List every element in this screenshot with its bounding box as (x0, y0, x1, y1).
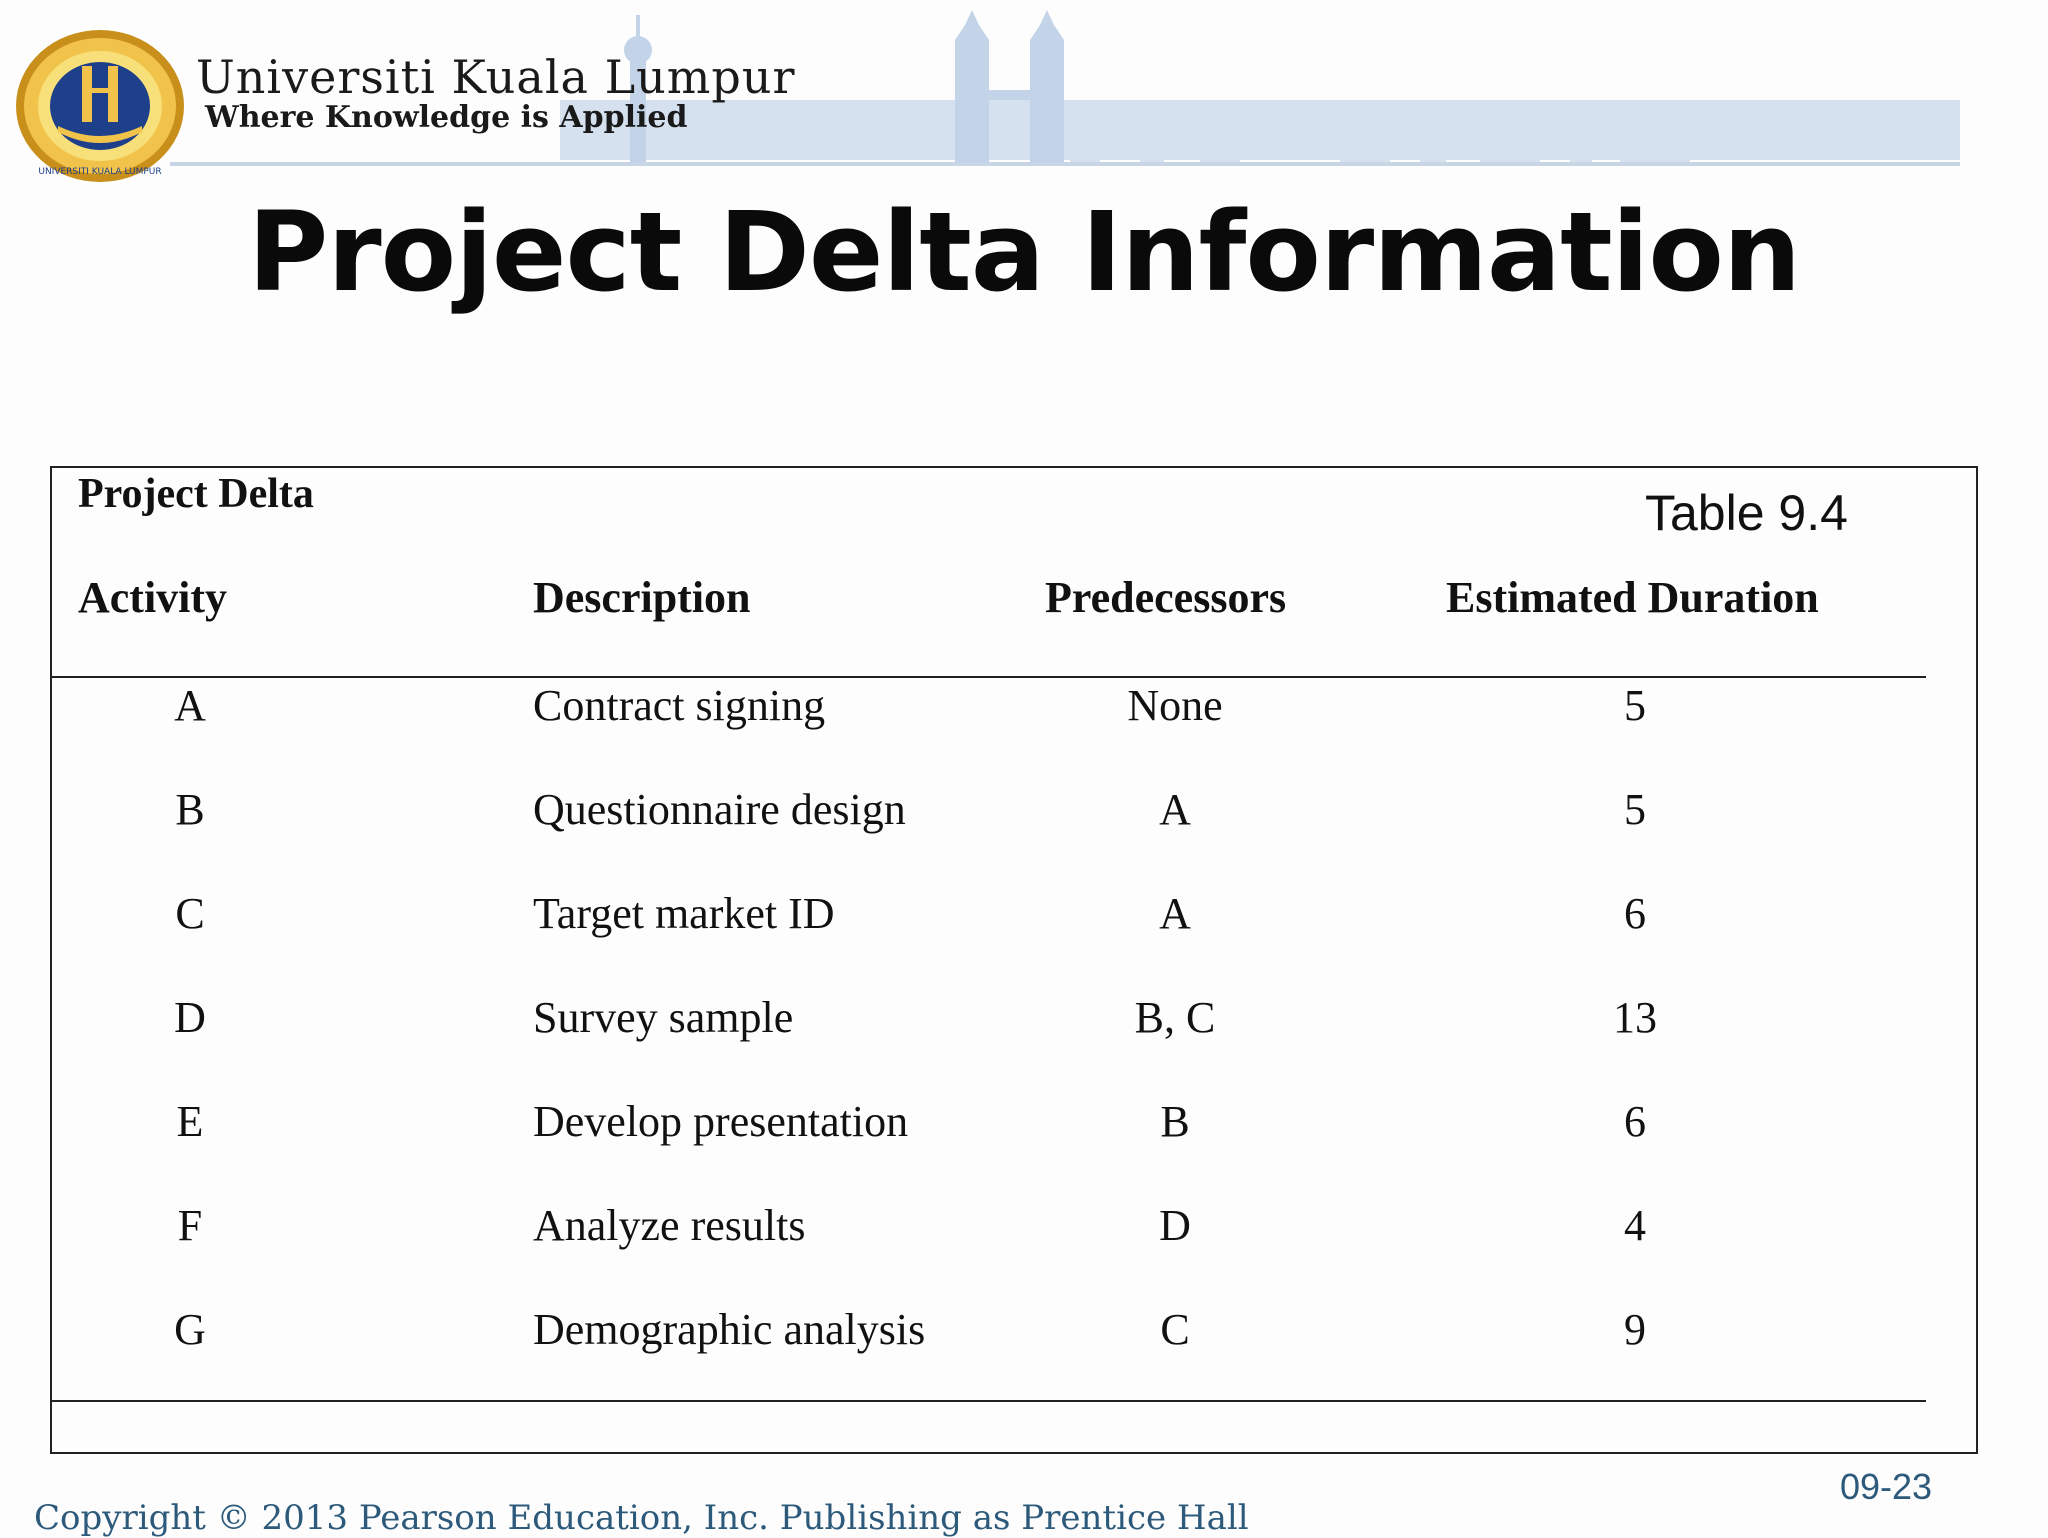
description-cell: Demographic analysis (533, 1305, 926, 1354)
description-cell: Analyze results (533, 1201, 806, 1250)
seal-ring-text: UNIVERSITI KUALA LUMPUR (38, 167, 162, 177)
activity-cell: E (176, 1097, 204, 1146)
column-header-predecessors: Predecessors (1045, 573, 1287, 622)
duration-cell: 5 (1624, 785, 1646, 834)
activity-cell: A (174, 681, 206, 730)
table-number: Table 9.4 (1645, 485, 1848, 541)
slide-title: Project Delta Information (247, 188, 1801, 316)
copyright-notice: Copyright © 2013 Pearson Education, Inc. Publishing as Prentice Hall (34, 1498, 1249, 1538)
activity-cell: D (174, 993, 206, 1042)
predecessors-cell: B, C (1134, 993, 1216, 1042)
duration-cell: 6 (1624, 1097, 1646, 1146)
description-cell: Develop presentation (533, 1097, 909, 1146)
column-header-activity: Activity (78, 573, 228, 622)
description-cell: Contract signing (533, 681, 826, 730)
predecessors-cell: D (1159, 1201, 1191, 1250)
table-row (0, 988, 2048, 1092)
duration-cell: 4 (1624, 1201, 1646, 1250)
column-header-estimated-duration: Estimated Duration (1446, 573, 1819, 622)
table-row (0, 1196, 2048, 1300)
table-row (0, 884, 2048, 988)
predecessors-cell: A (1159, 785, 1191, 834)
table-caption: Project Delta (78, 471, 314, 517)
university-name: Universiti Kuala Lumpur (196, 50, 796, 104)
description-cell: Survey sample (533, 993, 794, 1042)
table-row (0, 780, 2048, 884)
duration-cell: 9 (1624, 1305, 1646, 1354)
predecessors-cell: B (1160, 1097, 1190, 1146)
predecessors-cell: C (1160, 1305, 1190, 1354)
slide-page-number: 09-23 (1840, 1466, 1933, 1507)
activity-cell: B (175, 785, 205, 834)
predecessors-cell: None (1127, 681, 1223, 730)
predecessors-cell: A (1159, 889, 1191, 938)
duration-cell: 5 (1624, 681, 1646, 730)
duration-cell: 13 (1613, 993, 1657, 1042)
table-row (0, 676, 2048, 780)
table-row (0, 1300, 2048, 1404)
duration-cell: 6 (1624, 889, 1646, 938)
activity-cell: F (177, 1201, 203, 1250)
university-seal-logo (8, 26, 186, 186)
table-top-rule (52, 466, 1926, 468)
university-tagline: Where Knowledge is Applied (205, 100, 688, 135)
description-cell: Target market ID (533, 889, 835, 938)
description-cell: Questionnaire design (533, 785, 906, 834)
table-row (0, 1092, 2048, 1196)
activity-cell: G (174, 1305, 206, 1354)
activity-cell: C (175, 889, 205, 938)
column-header-description: Description (533, 573, 751, 622)
